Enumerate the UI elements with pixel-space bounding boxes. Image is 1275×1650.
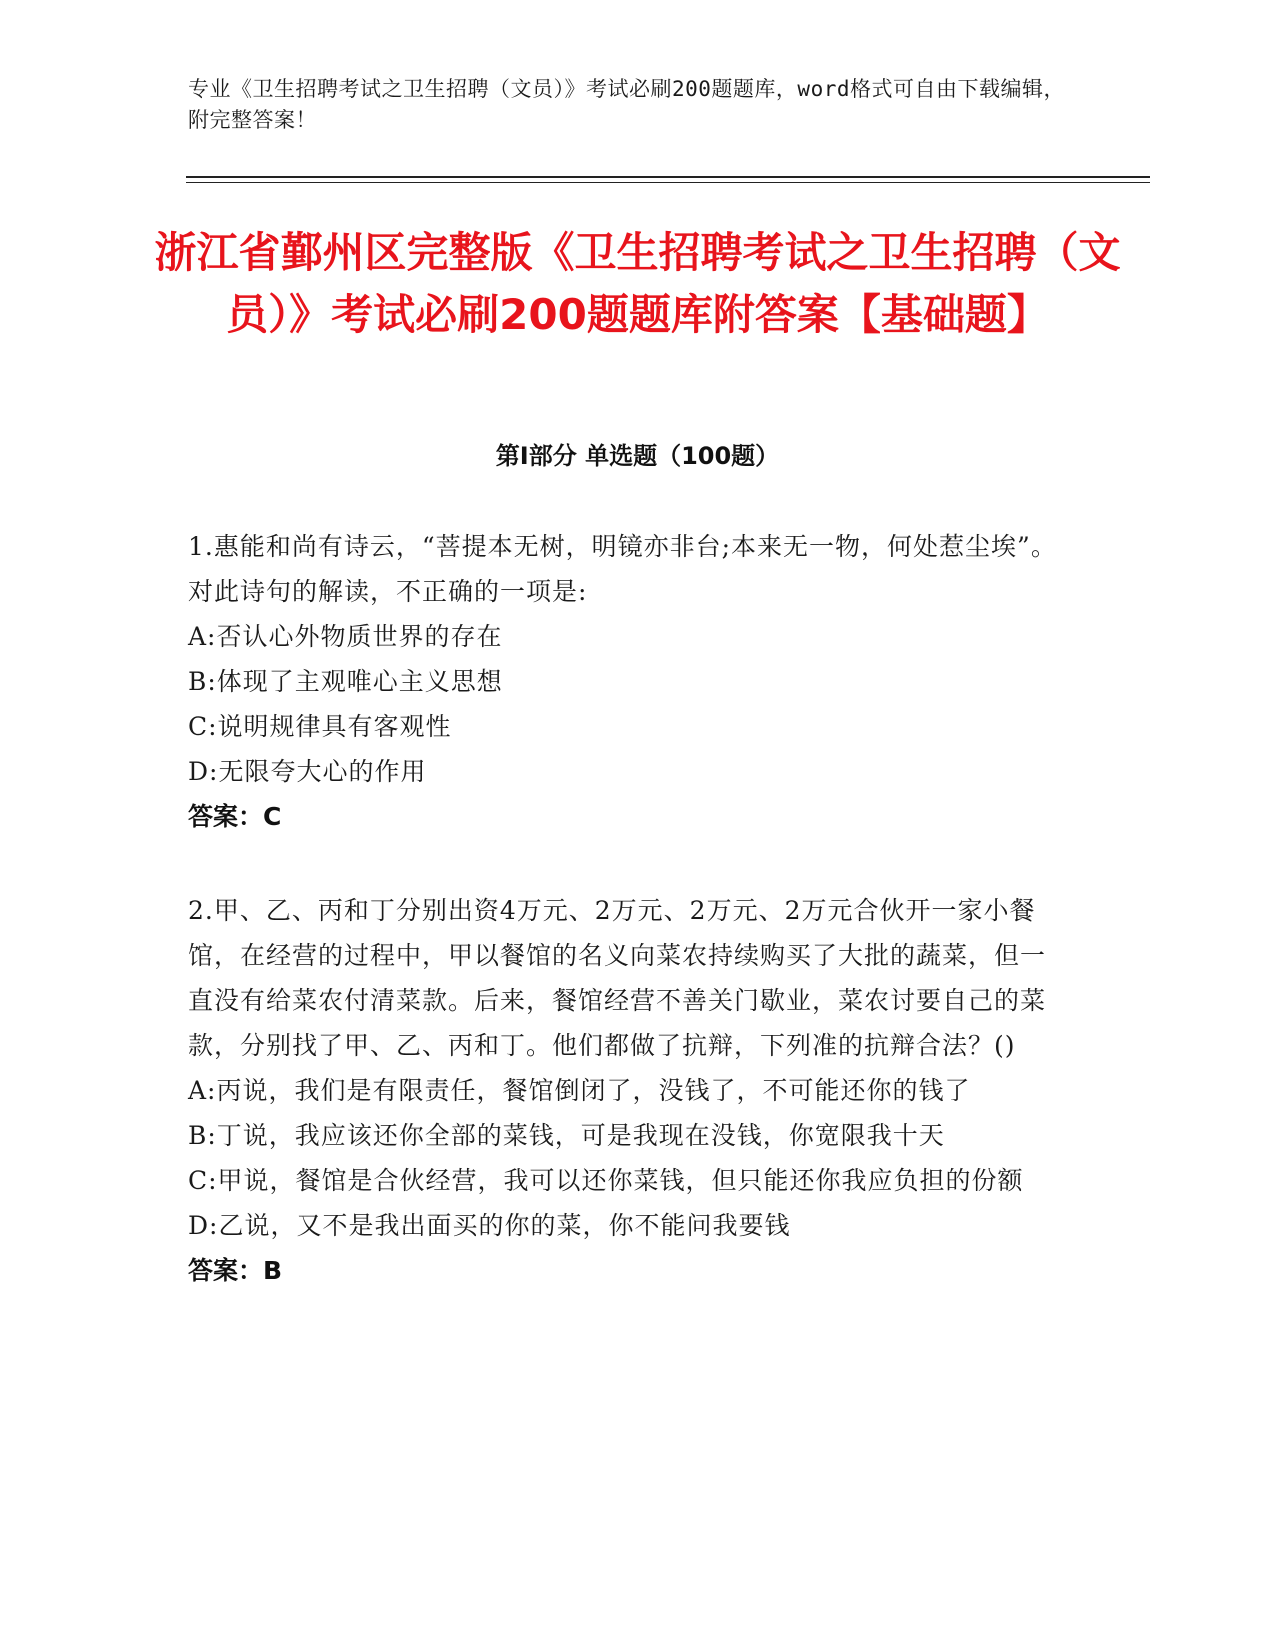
- option-c: C:说明规律具有客观性: [188, 712, 452, 741]
- question-stem: 2.甲、乙、丙和丁分别出资4万元、2万元、2万元、2万元合伙开一家小餐馆，在经营的过程中，甲以餐馆的名义向菜农持续购买了大批的蔬菜，但一直没有给菜农付清菜款。后来，餐馆经营不善关门歇业，菜农讨要自己的菜款，分别找了甲、乙、丙和丁。他们都做了抗辩，下列准的抗辩合法？(): [188, 896, 1047, 1060]
- answer-label: 答案：B: [188, 1256, 283, 1285]
- question-1: [188, 524, 1068, 839]
- document-title: 浙江省鄞州区完整版《卫生招聘考试之卫生招聘（文员）》考试必刷200题题库附答案【基础题】: [154, 228, 1121, 339]
- option-d: D:无限夸大心的作用: [188, 757, 427, 786]
- header-divider: [186, 176, 1150, 178]
- answer-label: 答案：C: [188, 802, 282, 831]
- option-b: B:体现了主观唯心主义思想: [188, 667, 503, 696]
- header-note: 专业《卫生招聘考试之卫生招聘（文员）》考试必刷200题题库，word格式可自由下载编辑，附完整答案！: [188, 77, 1065, 132]
- question-stem: 1.惠能和尚有诗云，“菩提本无树，明镜亦非台;本来无一物，何处惹尘埃”。对此诗句的解读，不正确的一项是:: [188, 532, 1057, 606]
- option-b: B:丁说，我应该还你全部的菜钱，可是我现在没钱，你宽限我十天: [188, 1121, 945, 1150]
- option-d: D:乙说，又不是我出面买的你的菜，你不能问我要钱: [188, 1211, 791, 1240]
- section-heading: 第Ⅰ部分 单选题（100题）: [495, 442, 780, 470]
- option-c: C:甲说，餐馆是合伙经营，我可以还你菜钱，但只能还你我应负担的份额: [188, 1166, 1024, 1195]
- header-divider-thin: [186, 182, 1150, 183]
- option-a: A:否认心外物质世界的存在: [188, 622, 503, 651]
- option-a: A:丙说，我们是有限责任，餐馆倒闭了，没钱了，不可能还你的钱了: [188, 1076, 971, 1105]
- question-2: [188, 888, 1068, 1293]
